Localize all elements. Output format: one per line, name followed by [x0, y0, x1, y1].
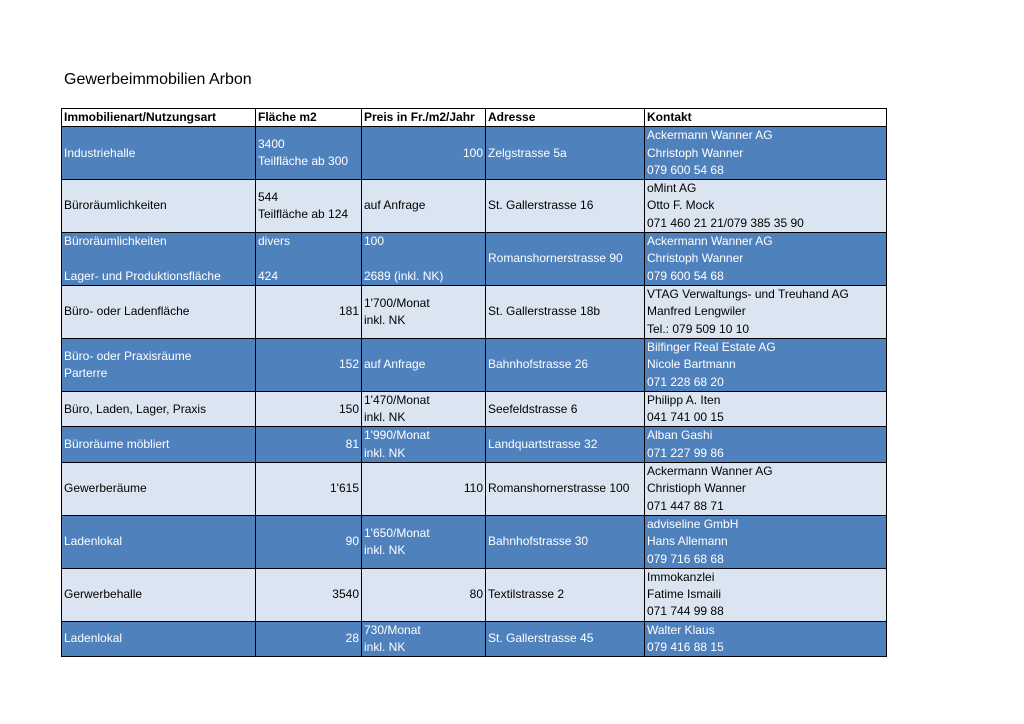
cell-flaeche: [256, 391, 362, 427]
flaeche-line: 28: [345, 631, 359, 646]
cell-kontakt: [645, 233, 887, 286]
cell-flaeche: [256, 233, 362, 286]
cell-art: [62, 127, 256, 180]
kontakt-line: 079 600 54 68: [647, 268, 724, 283]
cell-flaeche: [256, 515, 362, 568]
flaeche-line: 90: [345, 534, 359, 549]
preis-line: 730/Monat: [364, 622, 421, 637]
art-line: Gerwerbehalle: [64, 587, 143, 602]
kontakt-line: adviseline GmbH: [647, 516, 739, 531]
cell-adresse: Romanshornerstrasse 90: [486, 233, 645, 286]
cell-adresse: Landquartstrasse 32: [486, 427, 645, 463]
cell-adresse: Textilstrasse 2: [486, 568, 645, 621]
preis-line: inkl. NK: [364, 445, 406, 460]
column-header-adresse: Adresse: [486, 109, 645, 127]
cell-art: [62, 338, 256, 391]
cell-preis: [362, 515, 486, 568]
art-line: Büro, Laden, Lager, Praxis: [64, 401, 207, 416]
cell-preis: [362, 338, 486, 391]
cell-preis: [362, 127, 486, 180]
flaeche-line: Teilfläche ab 124: [258, 207, 349, 222]
cell-preis: [362, 233, 486, 286]
cell-art: [62, 463, 256, 516]
art-line: Büroräumlichkeiten: [64, 198, 167, 213]
cell-kontakt: [645, 463, 887, 516]
kontakt-line: 079 600 54 68: [647, 162, 724, 177]
kontakt-line: Otto F. Mock: [647, 198, 715, 213]
cell-art: [62, 621, 256, 657]
flaeche-line: 1'615: [330, 481, 359, 496]
cell-art: [62, 391, 256, 427]
preis-line: 100: [364, 234, 385, 249]
preis-line: 2689 (inkl. NK): [364, 268, 444, 283]
preis-line: 1'990/Monat: [364, 428, 430, 443]
cell-adresse: St. Gallerstrasse 18b: [486, 286, 645, 339]
kontakt-line: 041 741 00 15: [647, 410, 724, 425]
preis-line: 100: [462, 145, 483, 160]
cell-adresse: St. Gallerstrasse 16: [486, 180, 645, 233]
flaeche-line: 81: [345, 437, 359, 452]
preis-line: auf Anfrage: [364, 357, 426, 372]
column-header-art: Immobilienart/Nutzungsart: [62, 109, 256, 127]
kontakt-line: 071 447 88 71: [647, 498, 724, 513]
preis-line: 110: [463, 481, 483, 496]
cell-adresse: Romanshornerstrasse 100: [486, 463, 645, 516]
art-line: Büroräumlichkeiten: [64, 234, 167, 249]
cell-kontakt: [645, 286, 887, 339]
cell-kontakt: [645, 338, 887, 391]
cell-adresse: St. Gallerstrasse 45: [486, 621, 645, 657]
preis-line: 1'700/Monat: [364, 295, 430, 310]
preis-line: 80: [469, 587, 483, 602]
table-row: [62, 515, 887, 568]
cell-preis: [362, 180, 486, 233]
kontakt-line: Immokanzlei: [647, 569, 715, 584]
kontakt-line: Christioph Wanner: [647, 481, 746, 496]
cell-flaeche: [256, 463, 362, 516]
cell-flaeche: [256, 127, 362, 180]
art-line: Lager- und Produktionsfläche: [64, 268, 221, 283]
table-row: [62, 621, 887, 657]
kontakt-line: 079 416 88 15: [647, 640, 724, 655]
flaeche-line: 150: [338, 401, 359, 416]
table-row: [62, 391, 887, 427]
preis-line: inkl. NK: [364, 410, 406, 425]
kontakt-line: Bilfinger Real Estate AG: [647, 339, 776, 354]
cell-adresse: Zelgstrasse 5a: [486, 127, 645, 180]
column-header-preis: Preis in Fr./m2/Jahr: [362, 109, 486, 127]
kontakt-line: oMint AG: [647, 181, 697, 196]
kontakt-line: Walter Klaus: [647, 622, 715, 637]
kontakt-line: Ackermann Wanner AG: [647, 234, 773, 249]
flaeche-line: 3400: [258, 136, 285, 151]
art-line: Gewerberäume: [64, 481, 147, 496]
kontakt-line: 071 227 99 86: [647, 445, 724, 460]
kontakt-line: Philipp A. Iten: [647, 392, 721, 407]
table-row: [62, 233, 887, 286]
kontakt-line: Fatime Ismaili: [647, 587, 722, 602]
cell-art: [62, 233, 256, 286]
flaeche-line: 152: [338, 357, 359, 372]
column-header-kontakt: Kontakt: [645, 109, 887, 127]
kontakt-line: Christoph Wanner: [647, 251, 744, 266]
kontakt-line: Nicole Bartmann: [647, 357, 736, 372]
art-line: Ladenlokal: [64, 631, 123, 646]
preis-line: inkl. NK: [364, 313, 406, 328]
kontakt-line: Hans Allemann: [647, 534, 728, 549]
preis-line: inkl. NK: [364, 640, 406, 655]
preis-line: 1'470/Monat: [364, 392, 430, 407]
cell-preis: [362, 391, 486, 427]
flaeche-line: 544: [258, 189, 279, 204]
table-row: [62, 127, 887, 180]
cell-art: [62, 427, 256, 463]
table-row: [62, 463, 887, 516]
kontakt-line: Manfred Lengwiler: [647, 304, 746, 319]
preis-line: auf Anfrage: [364, 198, 426, 213]
kontakt-line: Ackermann Wanner AG: [647, 464, 773, 479]
cell-flaeche: [256, 568, 362, 621]
kontakt-line: VTAG Verwaltungs- und Treuhand AG: [647, 287, 849, 302]
art-line: Büroräume möbliert: [64, 437, 170, 452]
cell-preis: [362, 463, 486, 516]
kontakt-line: Ackermann Wanner AG: [647, 128, 773, 143]
cell-art: [62, 568, 256, 621]
cell-kontakt: [645, 180, 887, 233]
art-line: Büro- oder Praxisräume: [64, 348, 192, 363]
cell-preis: [362, 427, 486, 463]
art-line: Büro- oder Ladenfläche: [64, 304, 190, 319]
cell-preis: [362, 568, 486, 621]
kontakt-line: 071 460 21 21/079 385 35 90: [647, 215, 804, 230]
table-row: [62, 180, 887, 233]
table-row: [62, 338, 887, 391]
flaeche-line: 424: [258, 268, 279, 283]
flaeche-line: 3540: [332, 587, 359, 602]
art-line: Ladenlokal: [64, 534, 123, 549]
cell-kontakt: [645, 391, 887, 427]
cell-preis: [362, 621, 486, 657]
preis-line: inkl. NK: [364, 542, 406, 557]
kontakt-line: 071 744 99 88: [647, 604, 724, 619]
cell-kontakt: [645, 127, 887, 180]
column-header-flaeche: Fläche m2: [256, 109, 362, 127]
art-line: Industriehalle: [64, 145, 136, 160]
cell-adresse: Bahnhofstrasse 26: [486, 338, 645, 391]
cell-flaeche: [256, 621, 362, 657]
property-table: [61, 108, 887, 657]
flaeche-line: divers: [258, 234, 291, 249]
page-title: Gewerbeimmobilien Arbon: [64, 71, 252, 88]
cell-preis: [362, 286, 486, 339]
kontakt-line: 071 228 68 20: [647, 374, 724, 389]
flaeche-line: 181: [338, 304, 359, 319]
kontakt-line: Alban Gashi: [647, 428, 713, 443]
cell-kontakt: [645, 621, 887, 657]
flaeche-line: Teilfläche ab 300: [258, 154, 349, 169]
cell-art: [62, 515, 256, 568]
cell-art: [62, 180, 256, 233]
cell-adresse: Seefeldstrasse 6: [486, 391, 645, 427]
cell-kontakt: [645, 427, 887, 463]
cell-art: [62, 286, 256, 339]
cell-kontakt: [645, 515, 887, 568]
preis-line: 1'650/Monat: [364, 525, 430, 540]
cell-flaeche: [256, 427, 362, 463]
cell-kontakt: [645, 568, 887, 621]
cell-adresse: Bahnhofstrasse 30: [486, 515, 645, 568]
table-row: [62, 286, 887, 339]
cell-flaeche: [256, 180, 362, 233]
cell-flaeche: [256, 338, 362, 391]
kontakt-line: 079 716 68 68: [647, 551, 724, 566]
art-line: Parterre: [64, 365, 108, 380]
cell-flaeche: [256, 286, 362, 339]
table-row: [62, 427, 887, 463]
table-row: [62, 568, 887, 621]
kontakt-line: Tel.: 079 509 10 10: [647, 321, 750, 336]
kontakt-line: Christoph Wanner: [647, 145, 744, 160]
table-header-row: [62, 109, 887, 127]
